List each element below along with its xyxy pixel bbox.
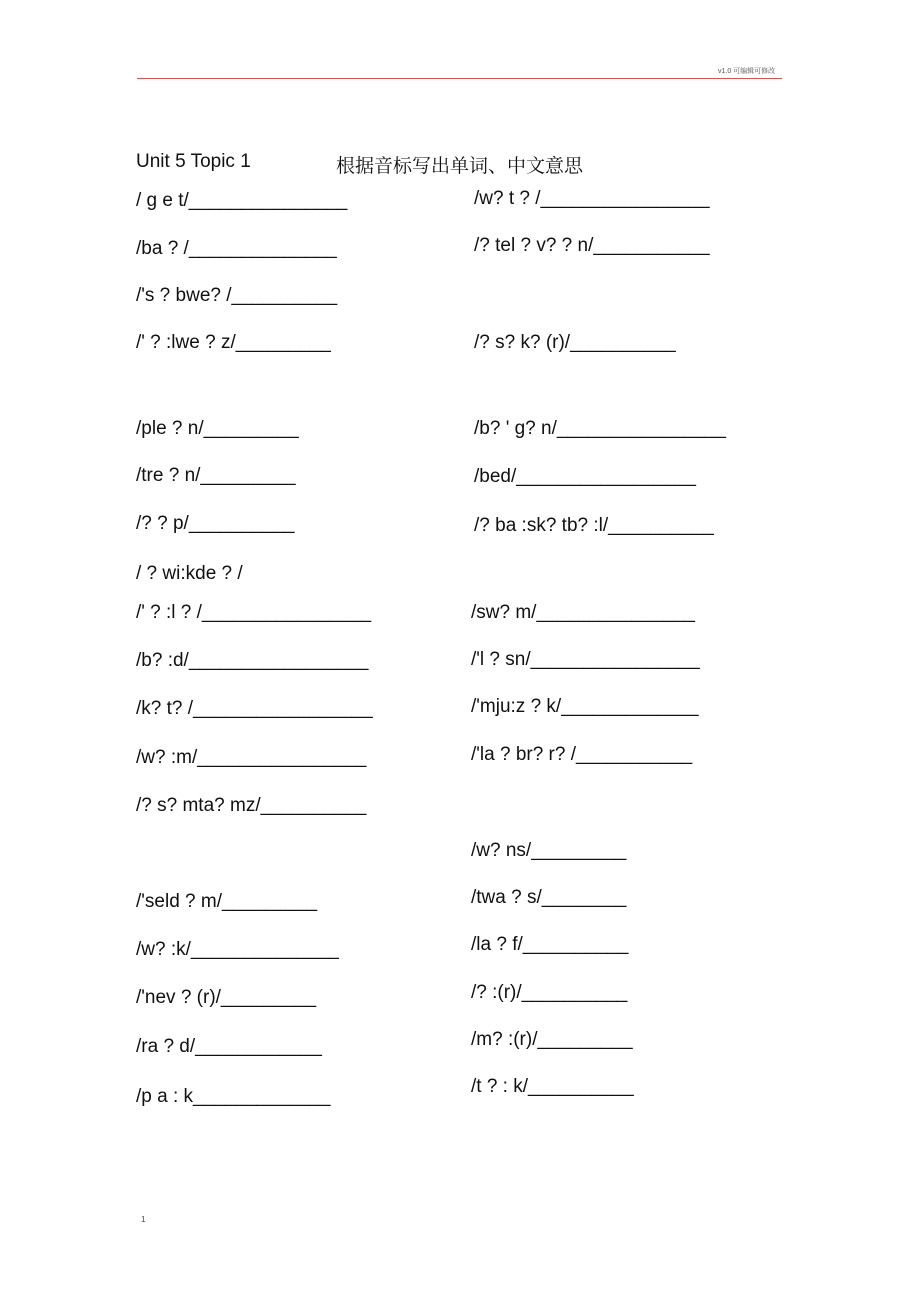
exercise-line: /? s? mta? mz/__________ [136,795,367,816]
exercise-line: /'nev ? (r)/_________ [136,987,317,1008]
exercise-line: /? ba :sk? tb? :l/__________ [474,515,714,536]
exercise-line: /'la ? br? r? /___________ [471,744,693,765]
exercise-line: /ple ? n/_________ [136,418,299,439]
exercise-line: /? s? k? (r)/__________ [474,332,676,353]
exercise-line: /b? :d/_________________ [136,650,369,671]
exercise-line: /? tel ? v? ? n/___________ [474,235,710,256]
header-rule [137,78,782,79]
exercise-line: /'s ? bwe? /__________ [136,285,338,306]
exercise-line: /twa ? s/________ [471,887,627,908]
exercise-line: /? ? p/__________ [136,513,295,534]
exercise-line: /w? :k/______________ [136,939,339,960]
title-english: Unit 5 Topic 1 [136,151,251,172]
exercise-line: / ? wi:kde ? / [136,563,243,584]
exercise-line: /ba ? /______________ [136,238,337,259]
exercise-line: /w? ns/_________ [471,840,627,861]
exercise-line: /t ? : k/__________ [471,1076,634,1097]
exercise-line: /b? ' g? n/________________ [474,418,726,439]
exercise-line: /tre ? n/_________ [136,465,296,486]
exercise-line: / g e t/_______________ [136,190,348,211]
exercise-line: /sw? m/_______________ [471,602,695,623]
page-number: 1 [141,1215,146,1224]
exercise-line: /p a : k_____________ [136,1086,331,1107]
exercise-line: /? :(r)/__________ [471,982,628,1003]
header-note: v1.0 可编辑可修改 [718,68,776,75]
exercise-line: /'l ? sn/________________ [471,649,700,670]
exercise-line: /'mju:z ? k/_____________ [471,696,699,717]
exercise-line: /w? :m/________________ [136,747,367,768]
exercise-line: /la ? f/__________ [471,934,629,955]
exercise-line: /k? t? /_________________ [136,698,373,719]
exercise-line: /' ? :lwe ? z/_________ [136,332,331,353]
title-chinese: 根据音标写出单词、中文意思 [336,155,584,177]
exercise-line: /bed/_________________ [474,466,696,487]
exercise-line: /ra ? d/____________ [136,1036,322,1057]
exercise-line: /m? :(r)/_________ [471,1029,633,1050]
exercise-line: /' ? :l ? /________________ [136,602,372,623]
exercise-line: /'seld ? m/_________ [136,891,318,912]
exercise-line: /w? t ? /________________ [474,188,710,209]
